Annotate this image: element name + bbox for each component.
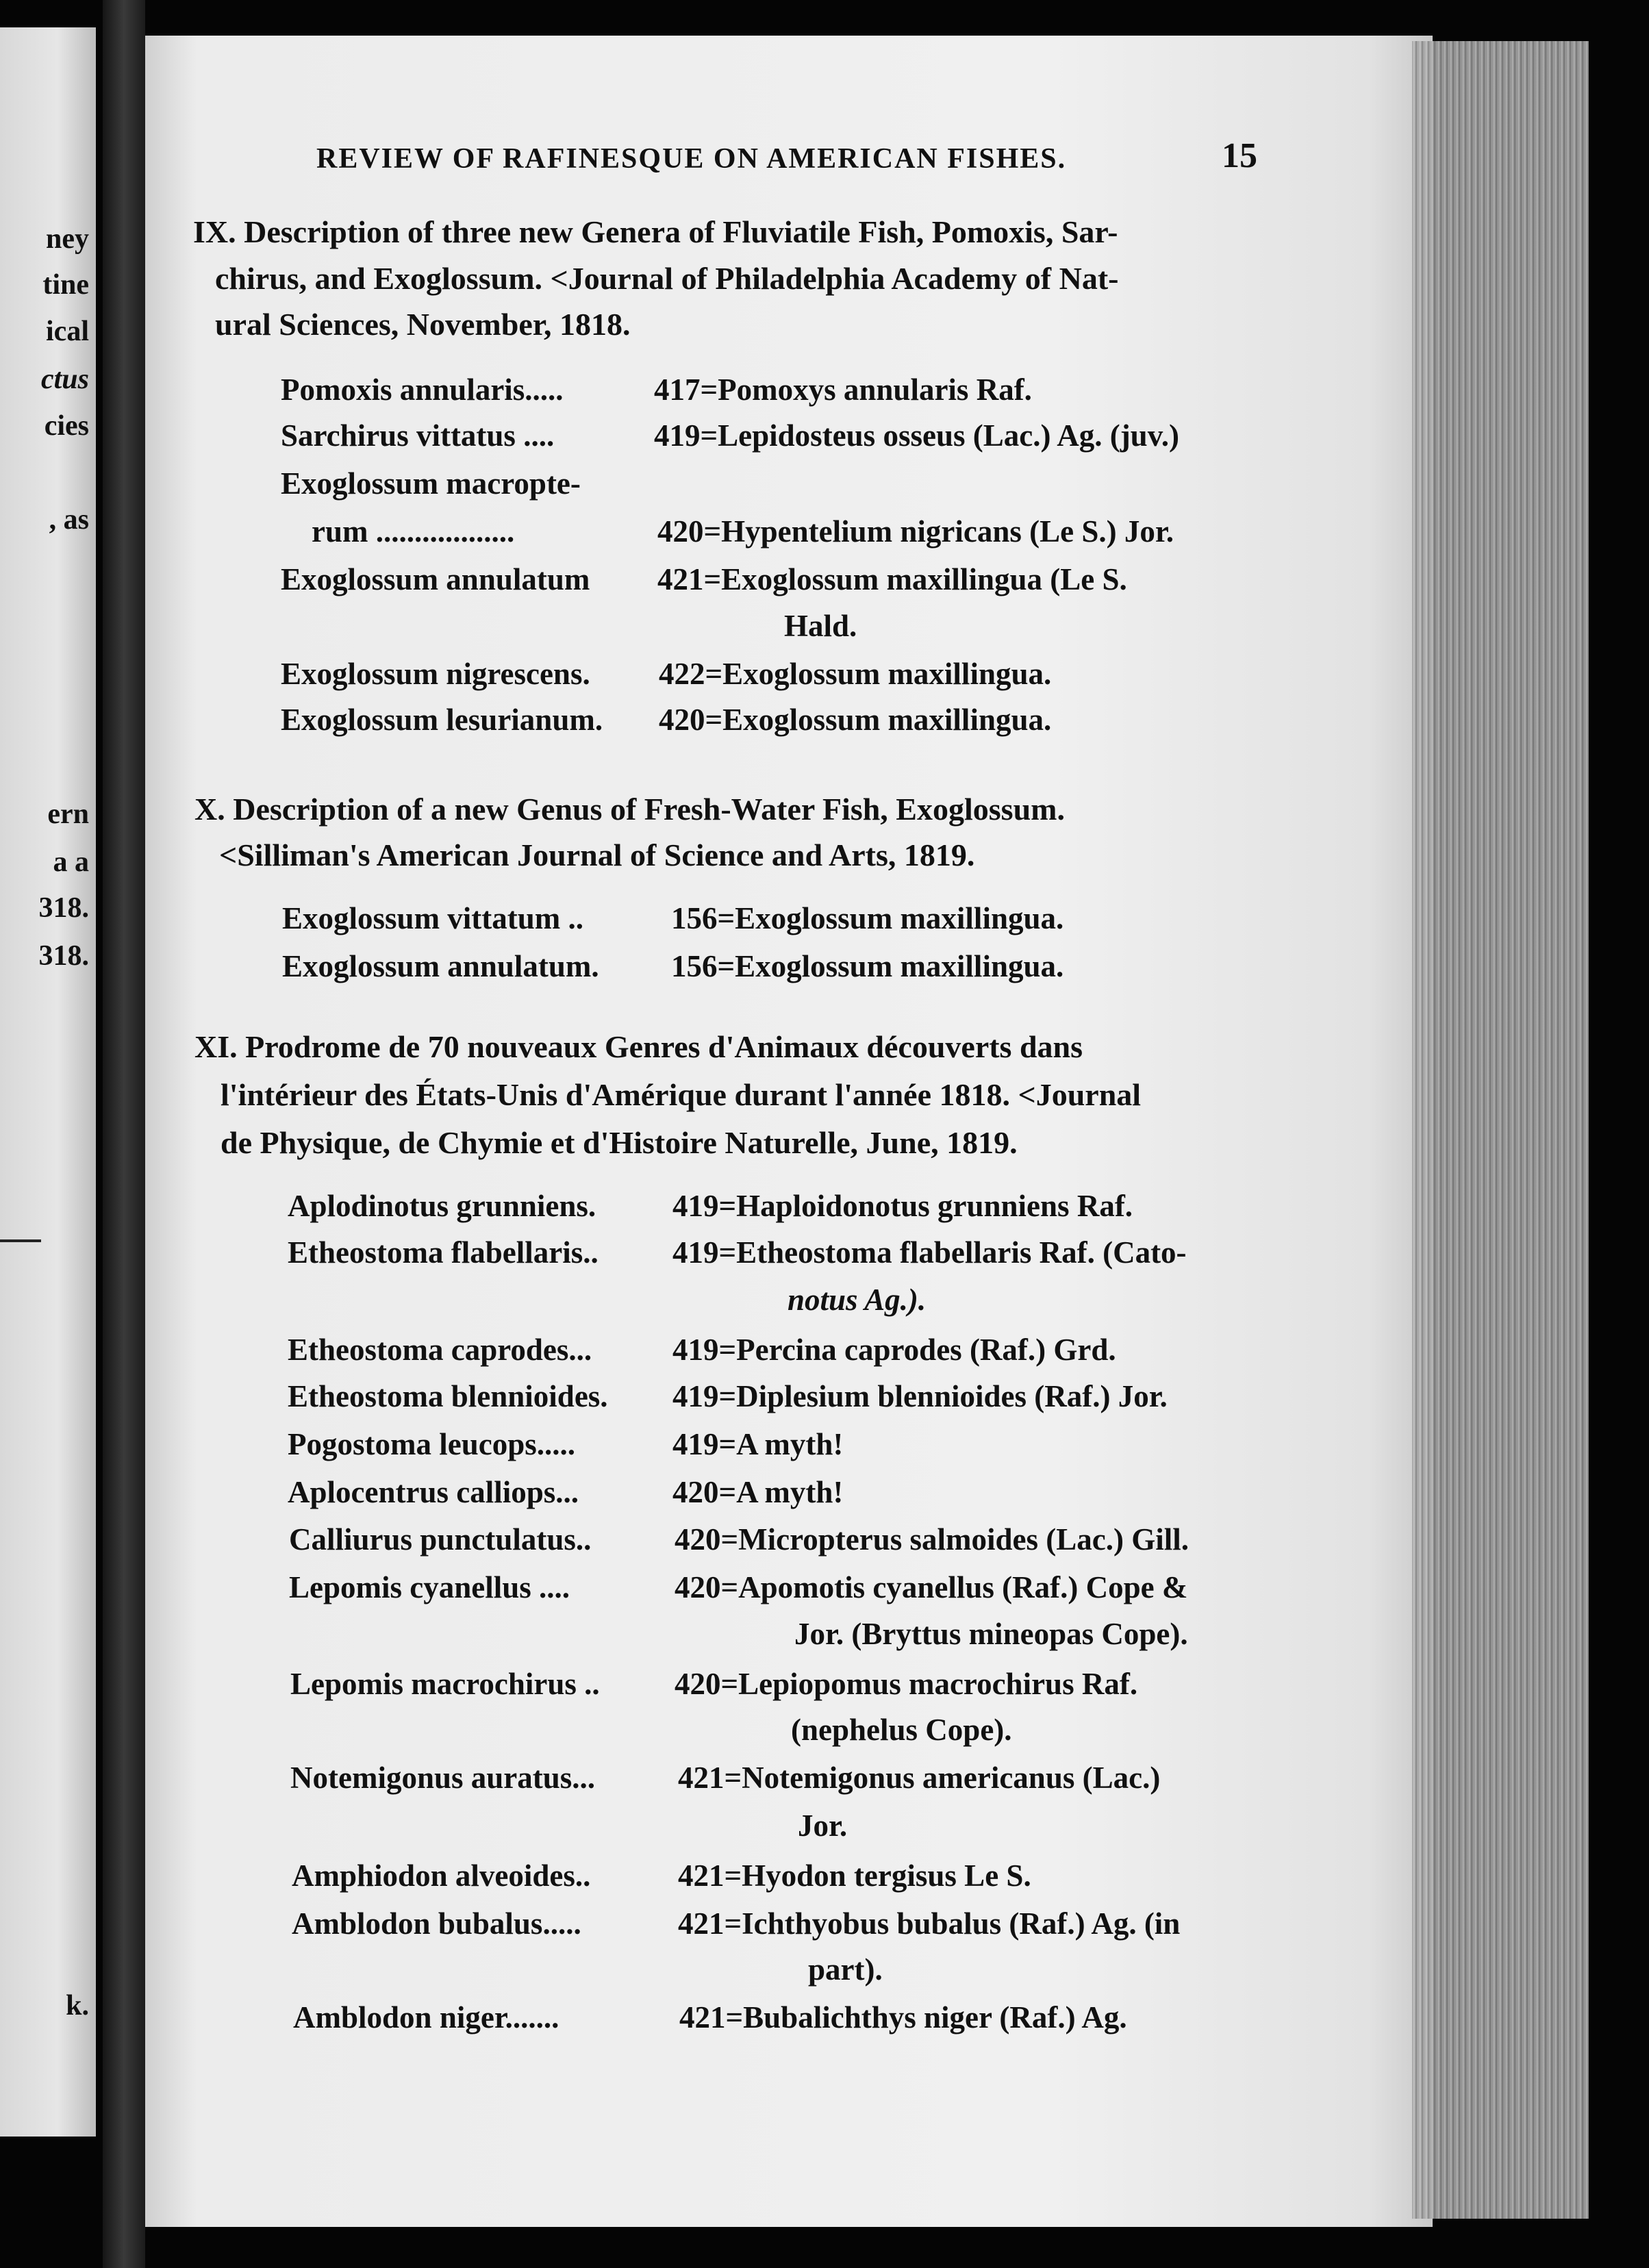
- entry-reference-continued: (nephelus Cope).: [791, 1713, 1012, 1747]
- entry-reference-continued: notus Ag.).: [788, 1283, 927, 1317]
- book-gutter: [103, 0, 145, 2268]
- left-page-fragment: cies: [44, 410, 89, 442]
- section-ix-line-3: ural Sciences, November, 1818.: [215, 307, 631, 342]
- entry-reference: 419=Diplesium blennioides (Raf.) Jor.: [672, 1379, 1168, 1413]
- entry-reference-continued: Jor.: [798, 1809, 848, 1843]
- left-page-fragment: 318.: [38, 940, 89, 972]
- section-x-line-1: X. Description of a new Genus of Fresh-Water Fish, Exoglossum.: [194, 792, 1065, 827]
- entry-name: Etheostoma caprodes...: [288, 1333, 592, 1367]
- section-xi-line-1: XI. Prodrome de 70 nouveaux Genres d'Animaux découverts dans: [194, 1029, 1083, 1064]
- entry-reference: 421=Bubalichthys niger (Raf.) Ag.: [679, 2000, 1127, 2034]
- entry-name: Amblodon niger.......: [293, 2000, 559, 2034]
- entry-reference: 419=Lepidosteus osseus (Lac.) Ag. (juv.): [654, 418, 1179, 453]
- left-page-fragment: ctus: [40, 364, 89, 395]
- page-edges: [1412, 41, 1589, 2219]
- entry-name: Lepomis cyanellus ....: [289, 1570, 570, 1604]
- entry-name: Exoglossum annulatum.: [282, 949, 599, 983]
- left-page-fragment: k.: [66, 1990, 89, 2021]
- facing-page-left: [0, 27, 96, 2137]
- entry-name: Exoglossum lesurianum.: [281, 703, 603, 737]
- page-number: 15: [1222, 136, 1257, 175]
- entry-name: Amblodon bubalus.....: [292, 1906, 581, 1941]
- left-page-fragment: tine: [42, 269, 89, 301]
- entry-reference: 422=Exoglossum maxillingua.: [659, 657, 1052, 691]
- entry-name: Lepomis macrochirus ..: [290, 1667, 600, 1701]
- entry-name: Exoglossum macropte-: [281, 466, 581, 501]
- entry-name: Aplodinotus grunniens.: [288, 1189, 596, 1223]
- entry-reference-continued: part).: [808, 1952, 883, 1987]
- entry-reference: 419=A myth!: [672, 1427, 844, 1461]
- entry-reference: 420=Hypentelium nigricans (Le S.) Jor.: [657, 514, 1174, 549]
- section-ix-line-1: IX. Description of three new Genera of Fluviatile Fish, Pomoxis, Sar-: [193, 214, 1118, 249]
- entry-reference: 421=Exoglossum maxillingua (Le S.: [657, 562, 1127, 596]
- section-x-line-2: <Silliman's American Journal of Science and Arts, 1819.: [219, 837, 975, 872]
- entry-reference: 420=Apomotis cyanellus (Raf.) Cope &: [675, 1570, 1188, 1604]
- entry-reference: 419=Haploidonotus grunniens Raf.: [672, 1189, 1133, 1223]
- entry-name: Etheostoma blennioides.: [288, 1379, 608, 1413]
- left-page-fragment: 318.: [38, 892, 89, 924]
- left-page-fragment: ical: [46, 316, 89, 347]
- left-page-fragment: a a: [53, 846, 89, 878]
- entry-name: Pogostoma leucops.....: [288, 1427, 575, 1461]
- entry-name: Notemigonus auratus...: [290, 1761, 596, 1795]
- entry-name: Aplocentrus calliops...: [288, 1475, 579, 1509]
- entry-name: Calliurus punctulatus..: [289, 1522, 592, 1557]
- entry-reference: 421=Ichthyobus bubalus (Raf.) Ag. (in: [678, 1906, 1181, 1941]
- entry-name: Exoglossum vittatum ..: [282, 901, 584, 935]
- entry-reference: 421=Notemigonus americanus (Lac.): [678, 1761, 1161, 1795]
- left-page-fragment: ney: [46, 223, 89, 255]
- entry-reference: 419=Etheostoma flabellaris Raf. (Cato-: [672, 1235, 1187, 1270]
- left-page-fragment: , as: [49, 504, 89, 536]
- entry-name: Amphiodon alveoides..: [292, 1859, 591, 1893]
- entry-reference: 420=Micropterus salmoides (Lac.) Gill.: [675, 1522, 1189, 1557]
- section-xi-line-3: de Physique, de Chymie et d'Histoire Naturelle, June, 1819.: [221, 1125, 1018, 1160]
- entry-name: Exoglossum annulatum: [281, 562, 590, 596]
- entry-reference: 420=Exoglossum maxillingua.: [659, 703, 1052, 737]
- left-page-rule: [0, 1239, 41, 1242]
- entry-name: Pomoxis annularis.....: [281, 373, 564, 407]
- section-ix-line-2: chirus, and Exoglossum. <Journal of Philadelphia Academy of Nat-: [215, 261, 1119, 296]
- entry-reference-continued: Jor. (Bryttus mineopas Cope).: [794, 1617, 1188, 1651]
- entry-reference: 420=A myth!: [672, 1475, 844, 1509]
- entry-name: Exoglossum nigrescens.: [281, 657, 590, 691]
- entry-reference-continued: Hald.: [784, 609, 857, 643]
- entry-reference: 420=Lepiopomus macrochirus Raf.: [675, 1667, 1138, 1701]
- entry-reference: 156=Exoglossum maxillingua.: [671, 949, 1064, 983]
- entry-name: Sarchirus vittatus ....: [281, 418, 555, 453]
- section-xi-line-2: l'intérieur des États-Unis d'Amérique durant l'année 1818. <Journal: [221, 1077, 1142, 1112]
- entry-name: Etheostoma flabellaris..: [288, 1235, 599, 1270]
- entry-reference: 417=Pomoxys annularis Raf.: [654, 373, 1032, 407]
- running-title: REVIEW OF RAFINESQUE ON AMERICAN FISHES.: [316, 143, 1067, 175]
- left-page-fragment: ern: [47, 798, 89, 830]
- entry-reference: 421=Hyodon tergisus Le S.: [678, 1859, 1031, 1893]
- entry-name: rum ..................: [312, 514, 515, 549]
- entry-reference: 419=Percina caprodes (Raf.) Grd.: [672, 1333, 1116, 1367]
- entry-reference: 156=Exoglossum maxillingua.: [671, 901, 1064, 935]
